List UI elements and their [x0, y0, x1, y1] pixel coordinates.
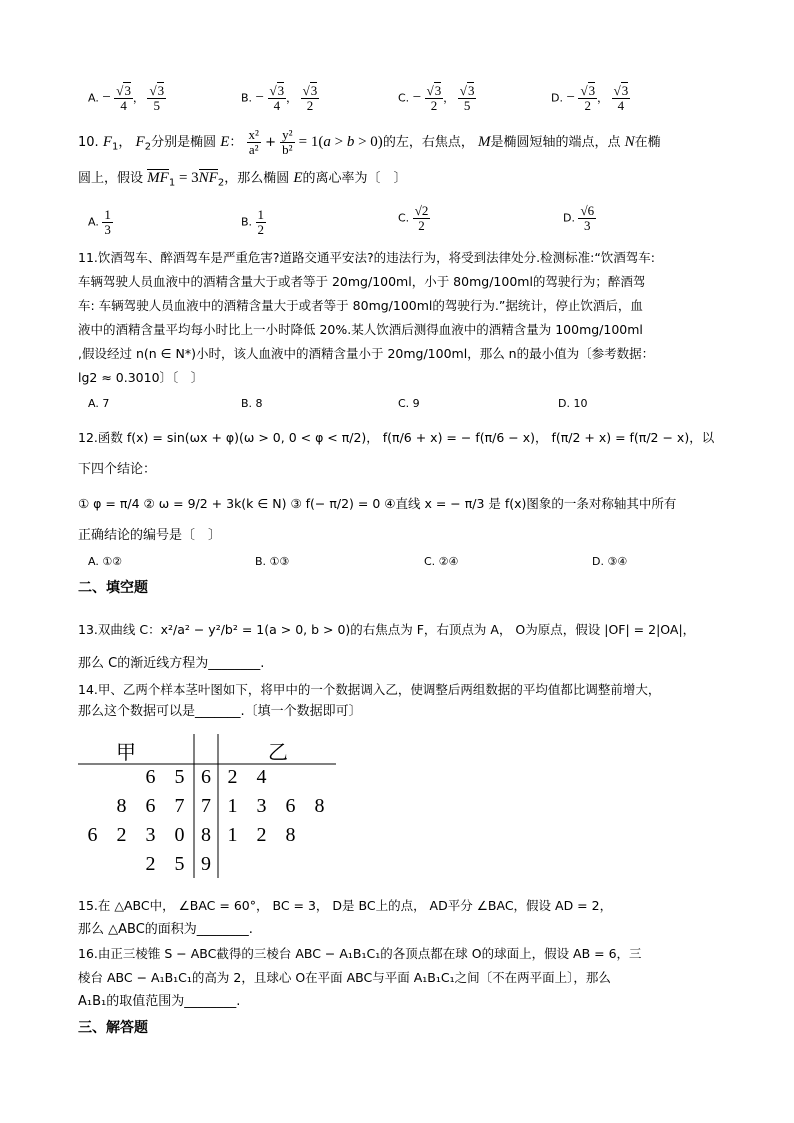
q11-option-a: A. 7 [88, 397, 110, 410]
q9-option-d: D. − $\frac{√3}{2}$ ， $\frac{√3}{4}$ [551, 83, 629, 113]
stem-leaf-left-digit: 2 [116, 824, 127, 846]
q16-line-1: 16.由正三棱锥 S − ABC截得的三棱台 ABC − A₁B₁C₁的各顶点都在球 O的球面上，假设 AB = 6，三 [78, 946, 642, 961]
q12-line-4: 正确结论的编号是〔 〕 [78, 528, 222, 543]
stem-value: 9 [201, 853, 211, 875]
stem-leaf-right-digit: 1 [227, 824, 238, 846]
stem-leaf-right-digit: 8 [285, 824, 296, 846]
q12-line-3: ① φ = π/4 ② ω = 9/2 + 3k(k ∈ N) ③ f(− π/2) = 0 ④直线 x = − π/3 是 f(x)图象的一条对称轴其中所有 [78, 496, 677, 511]
q9-option-b: B. − $\frac{√3}{4}$ ， $\frac{√3}{2}$ [241, 83, 318, 113]
q10-line-2: 圆上，假设 $MF_1 = 3NF_2$，那么椭圆 E的离心率为〔 〕 [78, 170, 407, 189]
section-heading-answers: 三、解答题 [78, 1020, 148, 1036]
q15-line-1: 15.在 △ABC中， ∠BAC = 60°， BC = 3， D是 BC上的点， AD平分 ∠BAC，假设 AD = 2， [78, 898, 613, 913]
q16-line-3: A₁B₁的取值范围为________. [78, 994, 241, 1009]
q11-line-5: ,假设经过 n(n ∈ N*)小时，该人血液中的酒精含量小于 20mg/100ml，那么 n的最小值为〔参考数据： [78, 346, 655, 361]
stem-leaf-right-digit: 6 [285, 795, 296, 817]
q12-option-c: C. ②④ [424, 555, 459, 568]
q12-option-b: B. ①③ [255, 555, 290, 568]
q16-line-2: 棱台 ABC − A₁B₁C₁的高为 2，且球心 O在平面 ABC与平面 A₁B₁C₁之间〔不在两平面上〕，那么 [78, 970, 611, 985]
q11-option-b: B. 8 [241, 397, 263, 410]
q12-option-a: A. ①② [88, 555, 123, 568]
stem-header-right: 乙 [268, 740, 288, 764]
q13-line-1: 13.双曲线 C：x²/a² − y²/b² = 1(a > 0, b > 0)的右焦点为 F，右顶点为 A， O为原点，假设 |OF| = 2|OA|， [78, 622, 696, 637]
stem-value: 6 [201, 766, 211, 788]
q9-option-a: A. − $\frac{√3}{4}$ ， $\frac{√3}{5}$ [88, 83, 165, 113]
stem-value: 8 [201, 824, 211, 846]
stem-leaf-left-digit: 7 [174, 795, 185, 817]
stem-header-left: 甲 [116, 740, 136, 764]
q11-option-d: D. 10 [558, 397, 588, 410]
stem-leaf-left-digit: 6 [87, 824, 98, 846]
q11-line-4: 液中的酒精含量平均每小时比上一小时降低 20%.某人饮酒后测得血液中的酒精含量为 100mg/100ml [78, 322, 643, 337]
q10-option-a: A. $\frac{1}{3}$ [88, 207, 111, 237]
stem-leaf-left-digit: 8 [116, 795, 127, 817]
stem-leaf-right-digit: 1 [227, 795, 238, 817]
stem-leaf-left-digit: 0 [174, 824, 185, 846]
q14-line-2: 那么这个数据可以是_______.〔填一个数据即可〕 [78, 704, 362, 719]
q13-line-2: 那么 C的渐近线方程为________. [78, 656, 265, 671]
q9-option-c: C. − $\frac{√3}{2}$ ， $\frac{√3}{5}$ [398, 83, 475, 113]
q10-option-c: C. $\frac{√2}{2}$ [398, 203, 429, 233]
stem-leaf-right-digit: 2 [256, 824, 267, 846]
q14-line-1: 14.甲、乙两个样本茎叶图如下，将甲中的一个数据调入乙，使调整后两组数据的平均值都比调整前增大， [78, 682, 661, 697]
q12-line-2: 下四个结论： [78, 462, 157, 477]
stem-value: 7 [201, 795, 211, 817]
stem-leaf-right-digit: 2 [227, 766, 238, 788]
q12-line-1: 12.函数 f(x) = sin(ωx + φ)(ω > 0, 0 < φ < π/2)， f(π/6 + x) = − f(π/6 − x)， f(π/2 + x) = f(π/2 − x)，以 [78, 430, 715, 445]
q12-option-d: D. ③④ [592, 555, 628, 568]
stem-leaf-right-digit: 8 [314, 795, 325, 817]
q10-option-d: D. $\frac{√6}{3}$ [563, 203, 595, 233]
stem-leaf-left-digit: 5 [174, 853, 185, 875]
q11-line-2: 车辆驾驶人员血液中的酒精含量大于或者等于 20mg/100ml，小于 80mg/100ml的驾驶行为；醉酒驾 [78, 274, 646, 289]
stem-leaf-left-digit: 6 [145, 766, 156, 788]
stem-leaf-left-digit: 5 [174, 766, 185, 788]
stem-leaf-right-digit: 4 [256, 766, 267, 788]
q11-line-1: 11.饮酒驾车、醉酒驾车是严重危害?道路交通平安法?的违法行为，将受到法律处分.检测标准:“饮酒驾车: [78, 250, 656, 265]
q10-line-1: 10. $F_1$， $F_2$分别是椭圆 E： $\frac{\text{x²}}{\text{a²}}$ + $\frac{\text{y²}}{\text{b²}}$ = 1(a > b > 0)的左，右焦点， M是椭圆短轴的端点，点 N在椭 [78, 127, 661, 157]
q11-line-6: lg2 ≈ 0.3010〕〔 〕 [78, 370, 204, 385]
q10-option-b: B. $\frac{1}{2}$ [241, 207, 265, 237]
stem-leaf-left-digit: 2 [145, 853, 156, 875]
q11-line-3: 车: 车辆驾驶人员血液中的酒精含量大于或者等于 80mg/100ml的驾驶行为.”据统计，停止饮酒后，血 [78, 298, 643, 313]
stem-leaf-left-digit: 3 [145, 824, 156, 846]
stem-leaf-left-digit: 6 [145, 795, 156, 817]
stem-leaf-plot [78, 734, 338, 878]
q11-option-c: C. 9 [398, 397, 420, 410]
q15-line-2: 那么 △ABC的面积为________. [78, 922, 253, 937]
section-heading-fill-in: 二、填空题 [78, 580, 148, 596]
stem-leaf-right-digit: 3 [256, 795, 267, 817]
